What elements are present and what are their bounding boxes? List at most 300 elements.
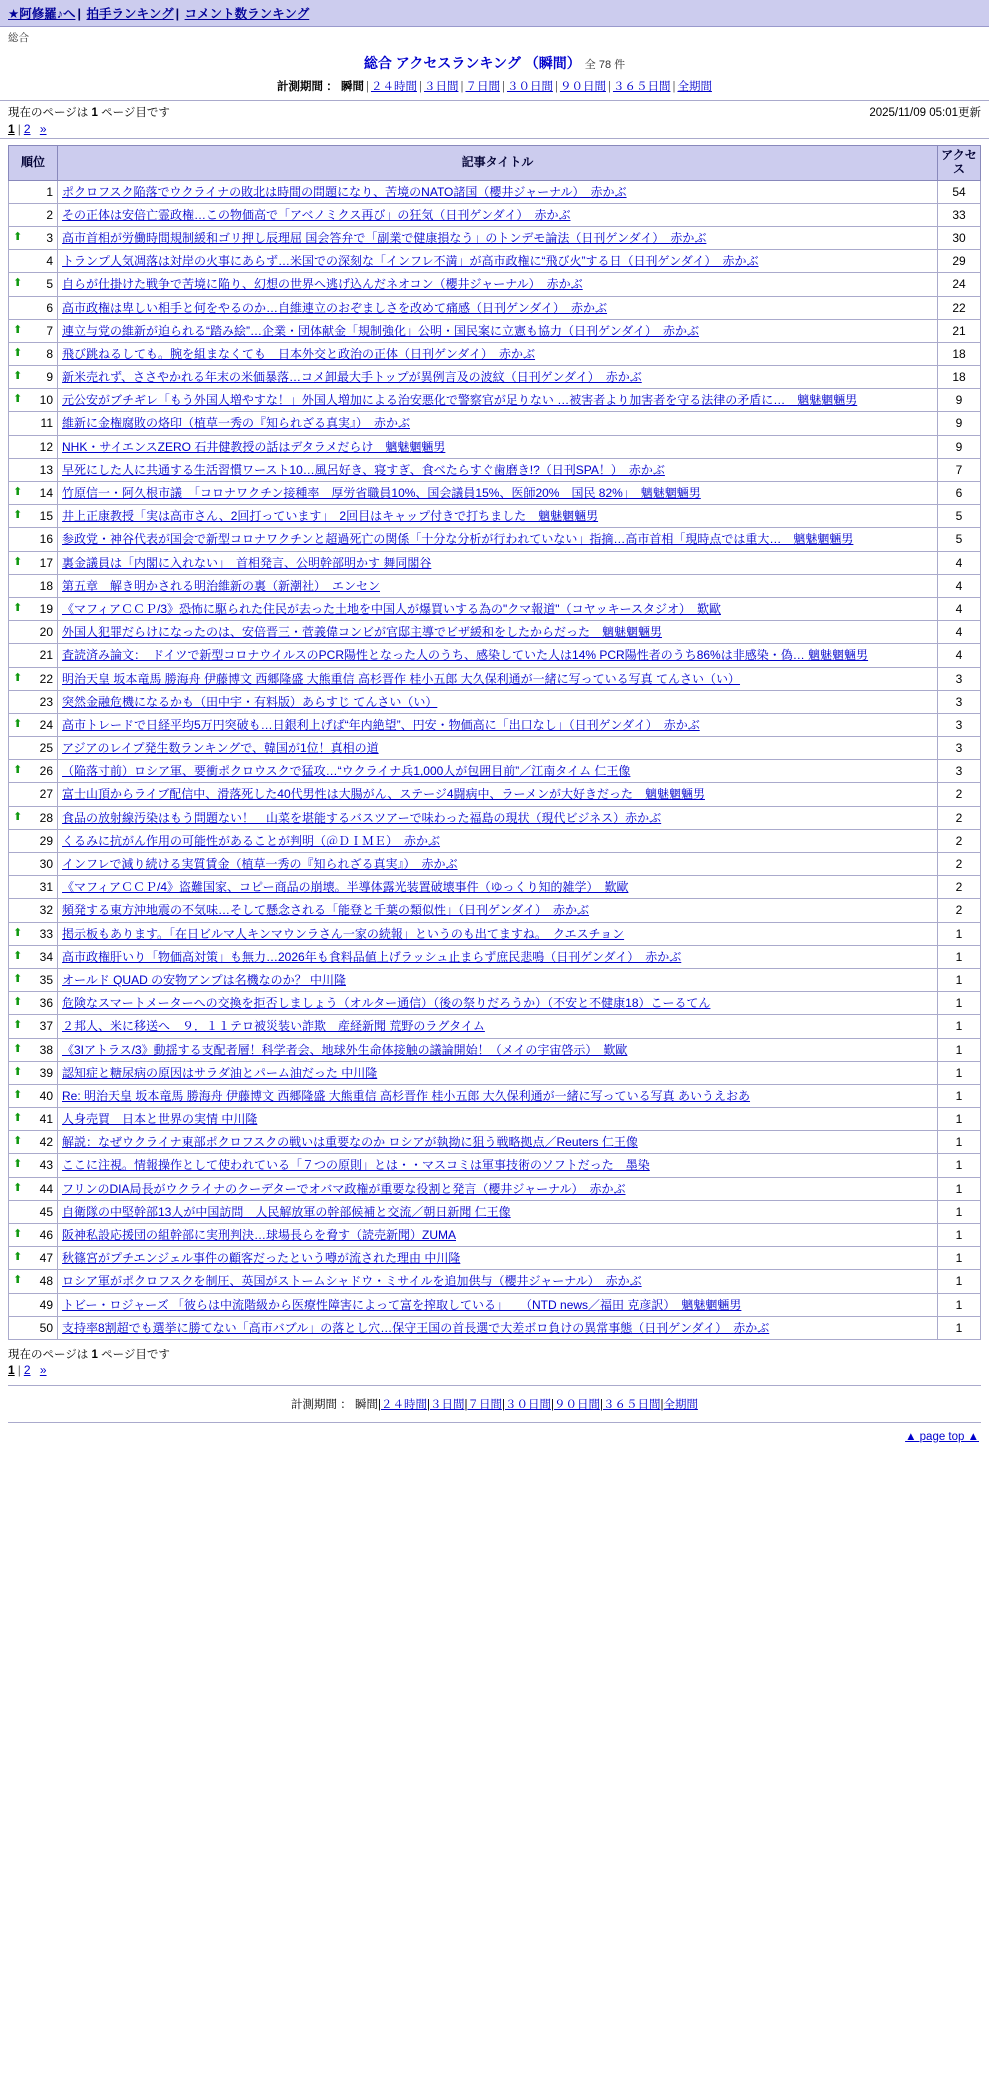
access-count-cell: 2 bbox=[938, 783, 981, 806]
page-title: 総合 アクセスランキング （瞬間） bbox=[363, 55, 581, 71]
title-cell bbox=[58, 296, 938, 319]
table-row bbox=[9, 180, 981, 203]
rank-number: 39 bbox=[39, 1065, 53, 1080]
access-count-cell: 4 bbox=[938, 597, 981, 620]
title-cell bbox=[58, 806, 938, 829]
rank-number: 16 bbox=[39, 532, 53, 547]
title-cell bbox=[58, 389, 938, 412]
rank-up-arrow-icon: ⬆ bbox=[13, 1042, 23, 1055]
current-page-number-top: 1 bbox=[91, 107, 98, 119]
period-option-90d-bottom[interactable]: ９０日間 bbox=[553, 1398, 600, 1411]
article-link[interactable]: オールド QUAD の安物アンプは名機なのか？ 中川隆 bbox=[62, 972, 346, 987]
article-link[interactable]: トビー・ロジャーズ 「彼らは中流階級から医療性障害によって富を搾取している」 （NTD news／福田 克彦訳） 魑魅魍魎男 bbox=[62, 1297, 742, 1312]
table-header-row bbox=[9, 146, 981, 181]
title-cell bbox=[58, 458, 938, 481]
current-page-prefix-top: 現在のページは bbox=[8, 107, 92, 119]
title-cell bbox=[58, 412, 938, 435]
article-link[interactable]: 連立与党の維新が迫られる“踏み絵”…企業・団体献金「規制強化」公明・国民案に立憲も協力（日刊ゲンダイ） 赤かぶ bbox=[62, 323, 700, 338]
rank-cell bbox=[9, 876, 58, 899]
rank-cell bbox=[9, 250, 58, 273]
table-row bbox=[9, 922, 981, 945]
title-cell bbox=[58, 899, 938, 922]
access-count-cell: 3 bbox=[938, 690, 981, 713]
rank-number: 32 bbox=[39, 903, 53, 918]
title-cell bbox=[58, 829, 938, 852]
article-link[interactable]: 支持率8割超でも選挙に勝てない「高市バブル」の落とし穴…保守王国の首長選で大差ボロ負けの異常事態（日刊ゲンダイ） 赤かぶ bbox=[62, 1320, 770, 1335]
title-cell bbox=[58, 968, 938, 991]
rank-cell bbox=[9, 1247, 58, 1270]
rank-cell bbox=[9, 1038, 58, 1061]
rank-cell bbox=[9, 528, 58, 551]
table-row bbox=[9, 412, 981, 435]
title-cell bbox=[58, 180, 938, 203]
rank-number: 2 bbox=[46, 207, 53, 222]
rank-cell bbox=[9, 551, 58, 574]
table-row bbox=[9, 876, 981, 899]
rank-cell bbox=[9, 853, 58, 876]
article-link[interactable]: 頻発する東方沖地震の不気味…そして懸念される「能登と千葉の類似性」（日刊ゲンダイ） 赤かぶ bbox=[62, 903, 590, 918]
rank-up-arrow-icon: ⬆ bbox=[13, 1158, 23, 1171]
article-link[interactable]: 自衛隊の中堅幹部13人が中国訪問 人民解放軍の幹部候補と交流／朝日新聞 仁王像 bbox=[62, 1204, 511, 1219]
rank-cell bbox=[9, 1200, 58, 1223]
pager-next-top[interactable]: » bbox=[39, 122, 47, 136]
access-count-cell: 9 bbox=[938, 412, 981, 435]
table-row bbox=[9, 226, 981, 249]
title-cell bbox=[58, 203, 938, 226]
access-count-cell: 1 bbox=[938, 1200, 981, 1223]
access-count-cell: 5 bbox=[938, 505, 981, 528]
period-option-24h-bottom[interactable]: ２４時間 bbox=[380, 1398, 427, 1411]
rank-up-arrow-icon: ⬆ bbox=[13, 1088, 23, 1101]
article-link[interactable]: くるみに抗がん作用の可能性があることが判明（＠ＤＩＭＥ） 赤かぶ bbox=[62, 833, 441, 848]
title-cell bbox=[58, 1293, 938, 1316]
period-option-instant-top[interactable]: 瞬間 bbox=[340, 81, 364, 93]
access-count-cell: 1 bbox=[938, 1108, 981, 1131]
table-row bbox=[9, 644, 981, 667]
current-page-prefix-bottom: 現在のページは bbox=[8, 1348, 92, 1361]
rank-cell bbox=[9, 621, 58, 644]
rank-cell bbox=[9, 180, 58, 203]
rank-up-arrow-icon: ⬆ bbox=[13, 230, 23, 243]
period-option-all-top[interactable]: 全期間 bbox=[677, 81, 712, 93]
rank-cell bbox=[9, 644, 58, 667]
rank-number: 27 bbox=[39, 787, 53, 802]
article-link[interactable]: 人身売買 日本と世界の実情 中川隆 bbox=[62, 1112, 258, 1127]
article-link[interactable]: （陥落寸前）ロシア軍、要衝ポクロウスクで猛攻…“ウクライナ兵1,000人が包囲目前”／江南タイム 仁王像 bbox=[62, 764, 631, 779]
table-row bbox=[9, 435, 981, 458]
rank-number: 22 bbox=[39, 671, 53, 686]
article-link[interactable]: ロシア軍がポクロフスクを制圧、英国がストームシャドウ・ミサイルを追加供与（櫻井ジャーナル） 赤かぶ bbox=[62, 1274, 642, 1289]
top-navigation-bar bbox=[0, 0, 989, 27]
table-row bbox=[9, 366, 981, 389]
nav-separator-1: | bbox=[77, 7, 81, 21]
table-row bbox=[9, 806, 981, 829]
table-body bbox=[9, 180, 981, 1339]
rank-up-arrow-icon: ⬆ bbox=[13, 1181, 23, 1194]
rank-cell bbox=[9, 226, 58, 249]
table-row bbox=[9, 250, 981, 273]
nav-separator-2: | bbox=[175, 7, 180, 21]
article-link[interactable]: 査読済み論文： ドイツで新型コロナウイルスのPCR陽性となった人のうち、感染していた人は14% PCR陽性者のうち86%は非感染・偽… 魑魅魍魎男 bbox=[62, 648, 869, 663]
rank-cell bbox=[9, 760, 58, 783]
title-cell bbox=[58, 760, 938, 783]
table-row bbox=[9, 992, 981, 1015]
rank-up-arrow-icon: ⬆ bbox=[13, 555, 23, 568]
article-link[interactable]: 突然金融危機になるかも（田中宇・有料版）あらすじ てんさい（い） bbox=[62, 694, 438, 709]
period-option-3d-top[interactable]: ３日間 bbox=[423, 81, 459, 93]
rank-number: 42 bbox=[39, 1135, 53, 1150]
period-label-bottom: 計測期間 ： bbox=[291, 1398, 352, 1411]
rank-number: 43 bbox=[39, 1158, 53, 1173]
period-option-30d-bottom[interactable]: ３０日間 bbox=[504, 1398, 551, 1411]
rank-number: 33 bbox=[39, 926, 53, 941]
access-count-cell: 18 bbox=[938, 366, 981, 389]
access-count-cell: 1 bbox=[938, 1316, 981, 1339]
period-option-30d-top[interactable]: ３０日間 bbox=[506, 81, 553, 93]
rank-number: 34 bbox=[39, 949, 53, 964]
rank-number: 6 bbox=[46, 300, 53, 315]
pager-page-2-bottom[interactable]: 2 bbox=[23, 1362, 31, 1377]
rank-number: 24 bbox=[39, 717, 53, 732]
period-option-365d-bottom[interactable]: ３６５日間 bbox=[602, 1398, 661, 1411]
rank-number: 12 bbox=[39, 439, 53, 454]
title-cell bbox=[58, 366, 938, 389]
article-link[interactable]: フリンのDIA局長がウクライナのクーデターでオバマ政権が重要な役割と発言（櫻井ジャーナル） 赤かぶ bbox=[62, 1181, 626, 1196]
table-row bbox=[9, 1015, 981, 1038]
nav-link-comment-ranking[interactable]: コメント数ランキング bbox=[184, 7, 310, 21]
rank-up-arrow-icon: ⬆ bbox=[13, 1112, 23, 1125]
rank-cell bbox=[9, 574, 58, 597]
rank-cell bbox=[9, 1061, 58, 1084]
title-cell bbox=[58, 713, 938, 736]
rank-cell bbox=[9, 435, 58, 458]
article-link[interactable]: インフレで減り続ける実質賃金（植草一秀の『知られざる真実』） 赤かぶ bbox=[62, 857, 458, 872]
table-row bbox=[9, 783, 981, 806]
nav-link-clap-ranking[interactable]: 拍手ランキング bbox=[86, 7, 174, 21]
access-count-cell: 4 bbox=[938, 621, 981, 644]
article-link[interactable]: 参政党・神谷代表が国会で新型コロナワクチンと超過死亡の関係「十分な分析が行われていない」指摘…高市首相「現時点では重大… 魑魅魍魎男 bbox=[62, 532, 854, 547]
rank-number: 44 bbox=[39, 1181, 53, 1196]
nav-link-asyura[interactable]: ★阿修羅♪へ bbox=[8, 7, 76, 21]
article-link[interactable]: 高市トレードで日経平均5万円突破も…日銀利上げば“年内絶望”、円安・物価高に「出口なし」（日刊ゲンダイ） 赤かぶ bbox=[62, 717, 700, 732]
article-link[interactable]: 《3Iアトラス/3》動揺する支配者層！科学者会、地球外生命体接触の議論開始！（メイの宇宙啓示） 歎歐 bbox=[62, 1042, 628, 1057]
page-status-top bbox=[8, 104, 170, 136]
access-count-cell: 5 bbox=[938, 528, 981, 551]
article-link[interactable]: 食品の放射線汚染はもう問題ない！ 山菜を堪能するバスツアーで味わった福島の現状（現代ビジネス）赤かぶ bbox=[62, 810, 662, 825]
rank-up-arrow-icon: ⬆ bbox=[13, 764, 23, 777]
access-count-cell: 6 bbox=[938, 482, 981, 505]
title-cell bbox=[58, 505, 938, 528]
rank-cell bbox=[9, 806, 58, 829]
access-count-cell: 54 bbox=[938, 180, 981, 203]
article-link[interactable]: その正体は安倍亡霊政権…この物価高で「アベノミクス再び」の狂気（日刊ゲンダイ） 赤かぶ bbox=[62, 207, 571, 222]
article-link[interactable]: 自らが仕掛けた戦争で苦境に陥り、幻想の世界へ逃げ込んだネオコン（櫻井ジャーナル） 赤かぶ bbox=[62, 277, 583, 292]
table-row bbox=[9, 1224, 981, 1247]
article-link[interactable]: 阪神私設応援団の組幹部に実刑判決…球場長らを脅す（読売新聞）ZUMA bbox=[62, 1228, 456, 1243]
title-cell bbox=[58, 1224, 938, 1247]
article-link[interactable]: 明治天皇 坂本竜馬 勝海舟 伊藤博文 西郷隆盛 大熊重信 高杉晋作 桂小五郎 大久保利通が一緒に写っている写真 てんさい（い） bbox=[62, 671, 741, 686]
access-count-cell: 3 bbox=[938, 737, 981, 760]
rank-cell bbox=[9, 922, 58, 945]
article-link[interactable]: ここに注視。情報操作として使われている「７つの原則」とは・・マスコミは軍事技術のソフトだった 墨染 bbox=[62, 1158, 650, 1173]
table-row bbox=[9, 1038, 981, 1061]
title-cell bbox=[58, 621, 938, 644]
rank-cell bbox=[9, 366, 58, 389]
rank-up-arrow-icon: ⬆ bbox=[13, 601, 23, 614]
rank-cell bbox=[9, 273, 58, 296]
table-row bbox=[9, 273, 981, 296]
title-cell bbox=[58, 250, 938, 273]
page-top-link[interactable]: ▲ page top ▲ bbox=[905, 1430, 979, 1443]
footer-divider bbox=[8, 1422, 981, 1423]
table-row bbox=[9, 319, 981, 342]
title-cell bbox=[58, 226, 938, 249]
period-selector-top: 計測期間 ： 瞬間 | ２４時間 | ３日間 | ７日間 | ３０日間 | ９０日間 | ３６５日間 | 全期間 bbox=[277, 81, 712, 93]
title-cell bbox=[58, 1108, 938, 1131]
rank-number: 14 bbox=[39, 486, 53, 501]
table-row bbox=[9, 551, 981, 574]
rank-cell bbox=[9, 945, 58, 968]
table-row bbox=[9, 853, 981, 876]
rank-up-arrow-icon: ⬆ bbox=[13, 1065, 23, 1078]
title-cell bbox=[58, 1247, 938, 1270]
period-option-3d-bottom[interactable]: ３日間 bbox=[429, 1398, 465, 1411]
table-row bbox=[9, 1200, 981, 1223]
rank-cell bbox=[9, 458, 58, 481]
page-title-block bbox=[0, 47, 989, 75]
rank-number: 36 bbox=[39, 996, 53, 1011]
rank-number: 40 bbox=[39, 1088, 53, 1103]
article-link[interactable]: 裏金議員は「内閣に入れない」 首相発言、公明幹部明かす 舞同閣谷 bbox=[62, 555, 432, 570]
title-cell bbox=[58, 482, 938, 505]
rank-number: 50 bbox=[39, 1320, 53, 1335]
article-link[interactable]: 外国人犯罪だらけになったのは、安倍晋三・菅義偉コンビが官邸主導でビザ緩和をしたからだった 魑魅魍魎男 bbox=[62, 625, 663, 640]
rank-number: 38 bbox=[39, 1042, 53, 1057]
access-count-cell: 1 bbox=[938, 1131, 981, 1154]
article-link[interactable]: 掲示板もあります。「在日ビルマ人キンマウンラさん一家の続報」というのも出てますね。 クエスチョン bbox=[62, 926, 625, 941]
rank-cell bbox=[9, 319, 58, 342]
rank-number: 1 bbox=[46, 184, 53, 199]
title-cell bbox=[58, 1177, 938, 1200]
rank-number: 26 bbox=[39, 764, 53, 779]
table-row bbox=[9, 690, 981, 713]
table-row bbox=[9, 1084, 981, 1107]
article-link[interactable]: ２邦人、米に移送へ ９．１１テロ被災装い詐欺 産経新聞 荒野のラグタイム bbox=[62, 1019, 485, 1034]
rank-up-arrow-icon: ⬆ bbox=[13, 346, 23, 359]
title-cell bbox=[58, 273, 938, 296]
access-count-cell: 3 bbox=[938, 713, 981, 736]
pager-page-1-top[interactable]: 1 bbox=[8, 122, 15, 136]
access-count-cell: 22 bbox=[938, 296, 981, 319]
title-cell bbox=[58, 597, 938, 620]
rank-cell bbox=[9, 1316, 58, 1339]
access-count-cell: 1 bbox=[938, 1247, 981, 1270]
rank-up-arrow-icon: ⬆ bbox=[13, 949, 23, 962]
period-option-24h-top[interactable]: ２４時間 bbox=[370, 81, 417, 93]
rank-up-arrow-icon: ⬆ bbox=[13, 1135, 23, 1148]
article-link[interactable]: 《マフィアＣＣＰ/3》恐怖に駆られた住民が去った土地を中国人が爆買いする為の"クマ報道"（コヤッキースタジオ） 歎歐 bbox=[62, 601, 721, 616]
rank-cell bbox=[9, 992, 58, 1015]
column-header-rank: 順位 bbox=[9, 146, 58, 181]
rank-up-arrow-icon: ⬆ bbox=[13, 486, 23, 499]
article-link[interactable]: Re: 明治天皇 坂本竜馬 勝海舟 伊藤博文 西郷隆盛 大熊重信 高杉晋作 桂小五郎 大久保利通が一緒に写っている写真 あいうえおあ bbox=[62, 1088, 751, 1103]
title-cell bbox=[58, 644, 938, 667]
column-header-access: アクセス bbox=[938, 146, 981, 181]
table-row bbox=[9, 829, 981, 852]
article-link[interactable]: 危険なスマートメーターへの交換を拒否しましょう（オルター通信）（後の祭りだろうか）（不安と不健康18）こーるてん bbox=[62, 996, 711, 1011]
rank-cell bbox=[9, 690, 58, 713]
pager-page-1-bottom[interactable]: 1 bbox=[8, 1362, 15, 1377]
article-link[interactable]: 《マフィアＣＣＰ/4》盗難国家、コピー商品の崩壊。半導体露光装置破壊事件（ゆっくり知的雑学） 歎歐 bbox=[62, 880, 629, 895]
rank-number: 11 bbox=[40, 416, 53, 431]
column-header-title: 記事タイトル bbox=[58, 146, 938, 181]
access-count-cell: 24 bbox=[938, 273, 981, 296]
access-count-cell: 2 bbox=[938, 829, 981, 852]
access-count-cell: 3 bbox=[938, 667, 981, 690]
access-count-cell: 1 bbox=[938, 1270, 981, 1293]
rank-up-arrow-icon: ⬆ bbox=[13, 671, 23, 684]
access-count-cell: 1 bbox=[938, 922, 981, 945]
pager-page-2-top[interactable]: 2 bbox=[23, 122, 31, 136]
table-row bbox=[9, 458, 981, 481]
rank-cell bbox=[9, 597, 58, 620]
period-option-instant-bottom[interactable]: 瞬間 bbox=[354, 1398, 378, 1411]
article-link[interactable]: アジアのレイプ発生数ランキングで、韓国が1位！真相の道 bbox=[62, 741, 379, 756]
access-count-cell: 3 bbox=[938, 760, 981, 783]
page-top-link-container bbox=[0, 1427, 989, 1453]
title-cell bbox=[58, 853, 938, 876]
period-option-all-bottom[interactable]: 全期間 bbox=[663, 1398, 698, 1411]
article-link[interactable]: トランプ人気凋落は対岸の火事にあらず…米国での深刻な「インフレ不満」が高市政権に“飛び火”する日（日刊ゲンダイ） 赤かぶ bbox=[62, 254, 759, 269]
table-row bbox=[9, 1108, 981, 1131]
article-link[interactable]: 高市政権は卑しい相手と何をやるのか…自維連立のおぞましさを改めて痛感（日刊ゲンダイ） 赤かぶ bbox=[62, 300, 608, 315]
access-count-cell: 1 bbox=[938, 945, 981, 968]
rank-up-arrow-icon: ⬆ bbox=[13, 370, 23, 383]
title-cell bbox=[58, 1061, 938, 1084]
rank-up-arrow-icon: ⬆ bbox=[13, 323, 23, 336]
rank-cell bbox=[9, 667, 58, 690]
rank-up-arrow-icon: ⬆ bbox=[13, 810, 23, 823]
rank-cell bbox=[9, 342, 58, 365]
rank-number: 20 bbox=[39, 625, 53, 640]
table-row bbox=[9, 713, 981, 736]
period-option-365d-top[interactable]: ３６５日間 bbox=[612, 81, 671, 93]
title-cell bbox=[58, 435, 938, 458]
access-count-cell: 30 bbox=[938, 226, 981, 249]
article-link[interactable]: 維新に金権腐敗の烙印（植草一秀の『知られざる真実』） 赤かぶ bbox=[62, 416, 411, 431]
rank-up-arrow-icon: ⬆ bbox=[13, 393, 23, 406]
article-link[interactable]: 早死にした人に共通する生活習慣ワースト10…風呂好き、寝すぎ、食べたらすぐ歯磨き!?（日刊SPA！） 赤かぶ bbox=[62, 462, 665, 477]
rank-cell bbox=[9, 1154, 58, 1177]
article-link[interactable]: 認知症と糖尿病の原因はサラダ油とパーム油だった 中川隆 bbox=[62, 1065, 378, 1080]
access-count-cell: 1 bbox=[938, 1061, 981, 1084]
table-row bbox=[9, 1247, 981, 1270]
rank-number: 9 bbox=[46, 370, 53, 385]
rank-number: 15 bbox=[39, 509, 53, 524]
rank-number: 37 bbox=[39, 1019, 53, 1034]
rank-number: 30 bbox=[39, 857, 53, 872]
table-row bbox=[9, 1293, 981, 1316]
article-link[interactable]: NHK・サイエンスZERO 石井健教授の話はデタラメだらけ 魑魅魍魎男 bbox=[62, 439, 446, 454]
rank-number: 41 bbox=[39, 1112, 53, 1127]
rank-cell bbox=[9, 1131, 58, 1154]
rank-cell bbox=[9, 1270, 58, 1293]
period-option-7d-bottom[interactable]: ７日間 bbox=[467, 1398, 502, 1411]
last-updated-timestamp: 2025/11/09 05:01更新 bbox=[869, 107, 981, 119]
rank-number: 29 bbox=[39, 833, 53, 848]
rank-number: 10 bbox=[39, 393, 53, 408]
period-option-90d-top[interactable]: ９０日間 bbox=[559, 81, 606, 93]
access-count-cell: 29 bbox=[938, 250, 981, 273]
current-page-text-bottom bbox=[8, 1346, 981, 1362]
pager-next-bottom[interactable]: » bbox=[39, 1362, 47, 1377]
article-link[interactable]: ポクロフスク陥落でウクライナの敗北は時間の問題になり、苦境のNATO諸国（櫻井ジャーナル） 赤かぶ bbox=[62, 184, 627, 199]
access-count-cell: 4 bbox=[938, 644, 981, 667]
title-cell bbox=[58, 342, 938, 365]
title-cell bbox=[58, 1270, 938, 1293]
rank-number: 19 bbox=[39, 601, 53, 616]
rank-up-arrow-icon: ⬆ bbox=[13, 996, 23, 1009]
article-link[interactable]: 井上正康教授「実は高市さん、2回打っています」 2回目はキャップ付きで打ちました 魑魅魍魎男 bbox=[62, 509, 599, 524]
table-row bbox=[9, 342, 981, 365]
article-link[interactable]: 富士山頂からライブ配信中、滑落死した40代男性は大腸がん、ステージ4闘病中、ラーメンが大好きだった 魑魅魍魎男 bbox=[62, 787, 705, 802]
pager-bottom: 1 | 2 » bbox=[8, 1362, 47, 1377]
title-cell bbox=[58, 574, 938, 597]
rank-cell bbox=[9, 389, 58, 412]
article-link[interactable]: 秋篠宮がプチエンジェル事件の顧客だったという噂が流された理由 中川隆 bbox=[62, 1251, 461, 1266]
rank-up-arrow-icon: ⬆ bbox=[13, 972, 23, 985]
period-option-7d-top[interactable]: ７日間 bbox=[465, 81, 500, 93]
access-count-cell: 1 bbox=[938, 1293, 981, 1316]
title-cell bbox=[58, 667, 938, 690]
table-row bbox=[9, 899, 981, 922]
rank-cell bbox=[9, 1015, 58, 1038]
rank-up-arrow-icon: ⬆ bbox=[13, 509, 23, 522]
article-link[interactable]: 元公安がブチギレ「もう外国人増やすな！」外国人増加による治安悪化で警察官が足りない …被害者より加害者を守る法律の矛盾に… 魑魅魍魎男 bbox=[62, 393, 858, 408]
article-link[interactable]: 新米売れず、ささやかれる年末の米価暴落…コメ卸最大手トップが異例言及の波紋（日刊ゲンダイ） 赤かぶ bbox=[62, 370, 642, 385]
article-link[interactable]: 竹原信一・阿久根市議 「コロナワクチン接種率 厚労省職員10%、国会議員15%、医師20% 国民 82%」 魑魅魍魎男 bbox=[62, 486, 701, 501]
rank-cell bbox=[9, 829, 58, 852]
table-row bbox=[9, 621, 981, 644]
rank-number: 47 bbox=[39, 1251, 53, 1266]
article-link[interactable]: 第五章 解き明かされる明治維新の裏（新潮社） エンセン bbox=[62, 578, 381, 593]
access-count-cell: 1 bbox=[938, 1038, 981, 1061]
article-link[interactable]: 高市政権肝いり「物価高対策」も無力…2026年も食料品値上げラッシュ止まらず庶民悲鳴（日刊ゲンダイ） 赤かぶ bbox=[62, 949, 682, 964]
table-row bbox=[9, 505, 981, 528]
rank-number: 4 bbox=[46, 254, 53, 269]
article-link[interactable]: 解説：なぜウクライナ東部ポクロフスクの戦いは重要なのか ロシアが執拗に狙う戦略拠点／Reuters 仁王像 bbox=[62, 1135, 638, 1150]
title-cell bbox=[58, 992, 938, 1015]
title-cell bbox=[58, 690, 938, 713]
title-cell bbox=[58, 528, 938, 551]
access-count-cell: 2 bbox=[938, 853, 981, 876]
article-link[interactable]: 飛び跳ねるしても。腕を組まなくても 日本外交と政治の正体（日刊ゲンダイ） 赤かぶ bbox=[62, 346, 536, 361]
access-count-cell: 1 bbox=[938, 1084, 981, 1107]
title-cell bbox=[58, 1038, 938, 1061]
table-row bbox=[9, 203, 981, 226]
rank-up-arrow-icon: ⬆ bbox=[13, 717, 23, 730]
access-count-cell: 1 bbox=[938, 968, 981, 991]
rank-number: 5 bbox=[46, 277, 53, 292]
result-count: 全 78 件 bbox=[584, 59, 626, 71]
article-link[interactable]: 高市首相が労働時間規制緩和ゴリ押し辰理屈 国会答弁で「副業で健康損なう」のトンデモ論法（日刊ゲンダイ） 赤かぶ bbox=[62, 230, 707, 245]
rank-cell bbox=[9, 783, 58, 806]
title-cell bbox=[58, 783, 938, 806]
rank-number: 13 bbox=[39, 462, 53, 477]
table-row bbox=[9, 482, 981, 505]
table-row bbox=[9, 1270, 981, 1293]
rank-cell bbox=[9, 296, 58, 319]
